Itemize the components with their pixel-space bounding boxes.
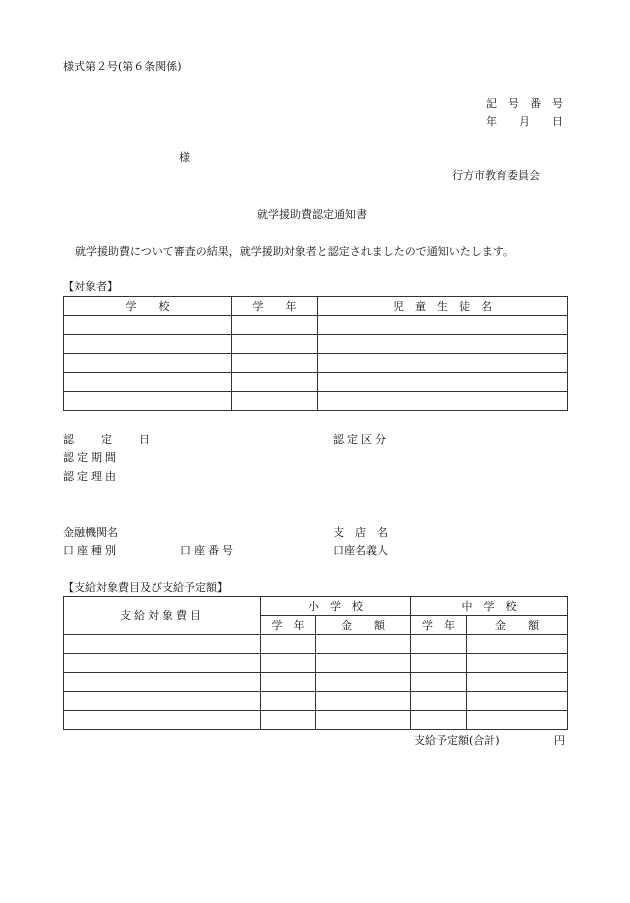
document-title: 就学援助費認定通知書 (257, 208, 367, 221)
recipients-table (63, 296, 568, 411)
header-amount-junior-high: 金 額 (467, 616, 568, 635)
table-row (64, 316, 568, 335)
header-amount-elementary: 金 額 (316, 616, 411, 635)
table-cell (64, 654, 261, 673)
field-cert-date: 認 定 日 (63, 433, 158, 446)
table-cell (318, 316, 568, 335)
header-grade-junior-high: 学 年 (411, 616, 467, 635)
table-cell (467, 692, 568, 711)
table-cell (64, 673, 261, 692)
table-cell (467, 635, 568, 654)
table-cell (318, 373, 568, 392)
table-cell (232, 392, 318, 411)
field-bank-name: 金融機関名 (63, 526, 118, 539)
table-cell (64, 335, 232, 354)
table-cell (318, 335, 568, 354)
table-row (64, 392, 568, 411)
table-row (64, 692, 568, 711)
field-branch-name: 支 店 名 (333, 526, 388, 539)
field-account-number: 口座番号 (180, 544, 236, 557)
table-cell (232, 335, 318, 354)
table-cell (64, 316, 232, 335)
table-cell (261, 692, 316, 711)
table-cell (316, 673, 411, 692)
table-cell (318, 354, 568, 373)
notice-body: 就学援助費について審査の結果，就学援助対象者と認定されましたので通知いたします。 (75, 245, 514, 258)
header-junior-high-school: 中 学 校 (411, 597, 568, 616)
table-cell (411, 673, 467, 692)
header-payment-item: 支給対象費目 (64, 597, 261, 635)
table-cell (316, 635, 411, 654)
reference-number-label: 記 号 番 号 (486, 97, 563, 110)
table-cell (261, 673, 316, 692)
table-cell (64, 392, 232, 411)
table-row (64, 673, 568, 692)
table-cell (411, 711, 467, 730)
table-row (64, 654, 568, 673)
table-cell (411, 692, 467, 711)
table-cell (467, 711, 568, 730)
table-cell (64, 354, 232, 373)
table-cell (261, 635, 316, 654)
table-cell (467, 673, 568, 692)
table-cell (232, 373, 318, 392)
form-id: 様式第２号(第６条関係) (63, 60, 182, 73)
recipient-suffix: 様 (179, 151, 190, 164)
table-cell (316, 711, 411, 730)
table-cell (316, 692, 411, 711)
table-cell (261, 654, 316, 673)
table-row (64, 335, 568, 354)
header-grade-elementary: 学 年 (261, 616, 316, 635)
field-account-holder: 口座名義人 (333, 544, 388, 557)
table-row (64, 373, 568, 392)
field-cert-reason: 認定理由 (63, 470, 119, 483)
table-cell (232, 316, 318, 335)
table-cell (64, 635, 261, 654)
total-amount-label: 支給予定額(合計) (414, 734, 500, 747)
header-elementary-school: 小 学 校 (261, 597, 411, 616)
table-cell (316, 654, 411, 673)
table-cell (64, 711, 261, 730)
table-cell (64, 373, 232, 392)
header-student-name: 児 童 生 徒 名 (318, 297, 568, 316)
field-cert-period: 認定期間 (63, 451, 119, 464)
table-cell (411, 635, 467, 654)
header-grade: 学 年 (232, 297, 318, 316)
table-row (64, 711, 568, 730)
table-cell (411, 654, 467, 673)
section-heading-payment-items: 【支給対象費目及び支給予定額】 (63, 581, 228, 594)
table-cell (318, 392, 568, 411)
payment-items-table (63, 596, 568, 730)
header-school: 学 校 (64, 297, 232, 316)
table-cell (232, 354, 318, 373)
table-cell (64, 692, 261, 711)
field-account-type: 口座種別 (63, 544, 119, 557)
table-row (64, 354, 568, 373)
table-cell (467, 654, 568, 673)
issuer-name: 行方市教育委員会 (452, 169, 540, 182)
currency-unit: 円 (554, 734, 565, 747)
date-label: 年 月 日 (486, 115, 563, 128)
field-cert-category: 認定区分 (333, 433, 389, 446)
table-row (64, 635, 568, 654)
section-heading-recipients: 【対象者】 (63, 280, 118, 293)
table-cell (261, 711, 316, 730)
